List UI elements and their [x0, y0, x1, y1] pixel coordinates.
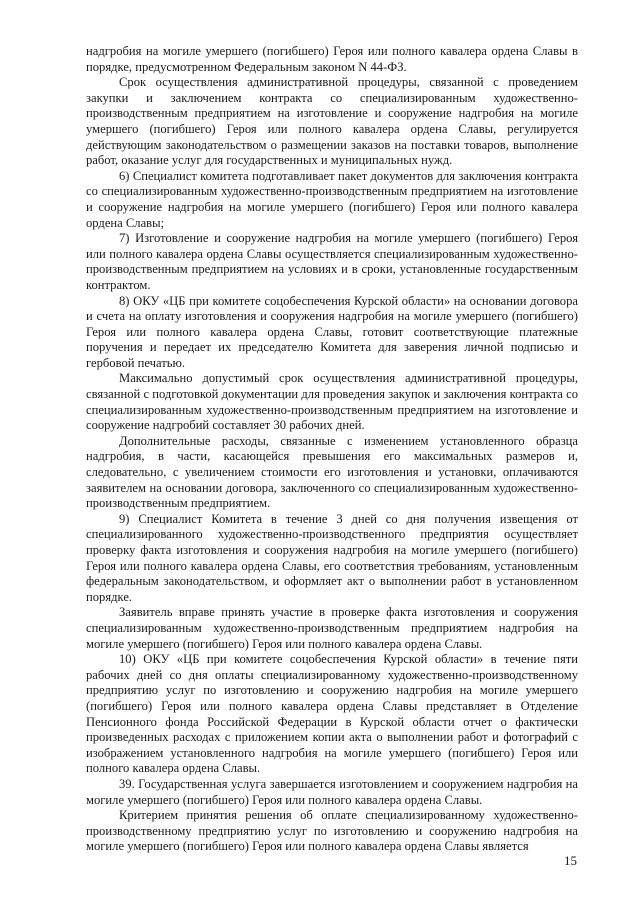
paragraph-max-term: Максимально допустимый срок осуществления административной процедуры, связанной с подготовкой документации для проведения закупок и заключения контракта со специализированным художественно-производственным предприятием на изготовление и сооружение надгробий составляет 30 рабочих дней. [86, 371, 578, 433]
paragraph-applicant-participation: Заявитель вправе принять участие в проверке факта изготовления и сооружения специализированным художественно-производственным предприятием надгробия на могиле умершего (погибшего) Героя или полного кавалера ордена Славы. [86, 605, 578, 651]
paragraph-item-39: 39. Государственная услуга завершается изготовлением и сооружением надгробия на могиле умершего (погибшего) Героя или полного кавалера ордена Славы. [86, 776, 578, 807]
paragraph-item-10: 10) ОКУ «ЦБ при комитете соцобеспечения Курской области» в течение пяти рабочих дней со дня оплаты специализированному художественно-производственному предприятию услуг по изготовлению и сооружению надгробия на могиле умершего (погибшего) Героя или полного кавалера ордена Славы представляет в Отделение Пенсионного фонда Российской Федерации в Курской области отчет о фактически произведенных расходах с приложением копии акта о выполнении работ и фотографий с изображением установленного надгробия на могиле умершего (погибшего) Героя или полного кавалера ордена Славы. [86, 652, 578, 776]
paragraph-item-8: 8) ОКУ «ЦБ при комитете соцобеспечения Курской области» на основании договора и счета на оплату изготовления и сооружения надгробия на могиле умершего (погибшего) Героя или полного кавалера ордена Славы, готовит соответствующие платежные поручения и передает их председателю Комитета для заверения личной подписью и гербовой печатью. [86, 293, 578, 370]
paragraph-item-9: 9) Специалист Комитета в течение 3 дней со дня получения извещения от специализированного художественно-производственного предприятия осуществляет проверку факта изготовления и сооружения надгробия на могиле умершего (погибшего) Героя или полного кавалера ордена Славы, его соответствия требованиям, установленным федеральным законодательством, и оформляет акт о выполнении работ в установленном порядке. [86, 511, 578, 604]
paragraph-procedure-term: Срок осуществления административной процедуры, связанной с проведением закупки и заключением контракта со специализированным художественно-производственным предприятием на изготовление и сооружение надгробия на могиле умершего (погибшего) Героя или полного кавалера ордена Славы, регулируется действующим законодательством о размещении заказов на поставки товаров, выполнение работ, оказание услуг для государственных и муниципальных нужд. [86, 75, 578, 168]
paragraph-decision-criterion: Критерием принятия решения об оплате специализированному художественно-производственному предприятию услуг по изготовлению и сооружению надгробия на могиле умершего (погибшего) Героя или полного кавалера ордена Славы является [86, 808, 578, 854]
paragraph-continuation: надгробия на могиле умершего (погибшего) Героя или полного кавалера ордена Славы в порядке, предусмотренном Федеральным законом N 44-ФЗ. [86, 44, 578, 74]
page-number: 15 [564, 853, 577, 868]
paragraph-item-7: 7) Изготовление и сооружение надгробия на могиле умершего (погибшего) Героя или полного кавалера ордена Славы осуществляется специализированным художественно-производственным предприятием на условиях и в сроки, установленные государственным контрактом. [86, 231, 578, 292]
paragraph-additional-expenses: Дополнительные расходы, связанные с изменением установленного образца надгробия, в части, касающейся превышения его максимальных размеров и, следовательно, с увеличением стоимости его изготовления и установки, оплачиваются заявителем на основании договора, заключенного со специализированным художественно-производственным предприятием. [86, 433, 578, 511]
paragraph-item-6: 6) Специалист комитета подготавливает пакет документов для заключения контракта со специализированным художественно-производственным предприятием на изготовление и сооружение надгробия на могиле умершего (погибшего) Героя или полного кавалера ордена Славы; [86, 168, 578, 230]
